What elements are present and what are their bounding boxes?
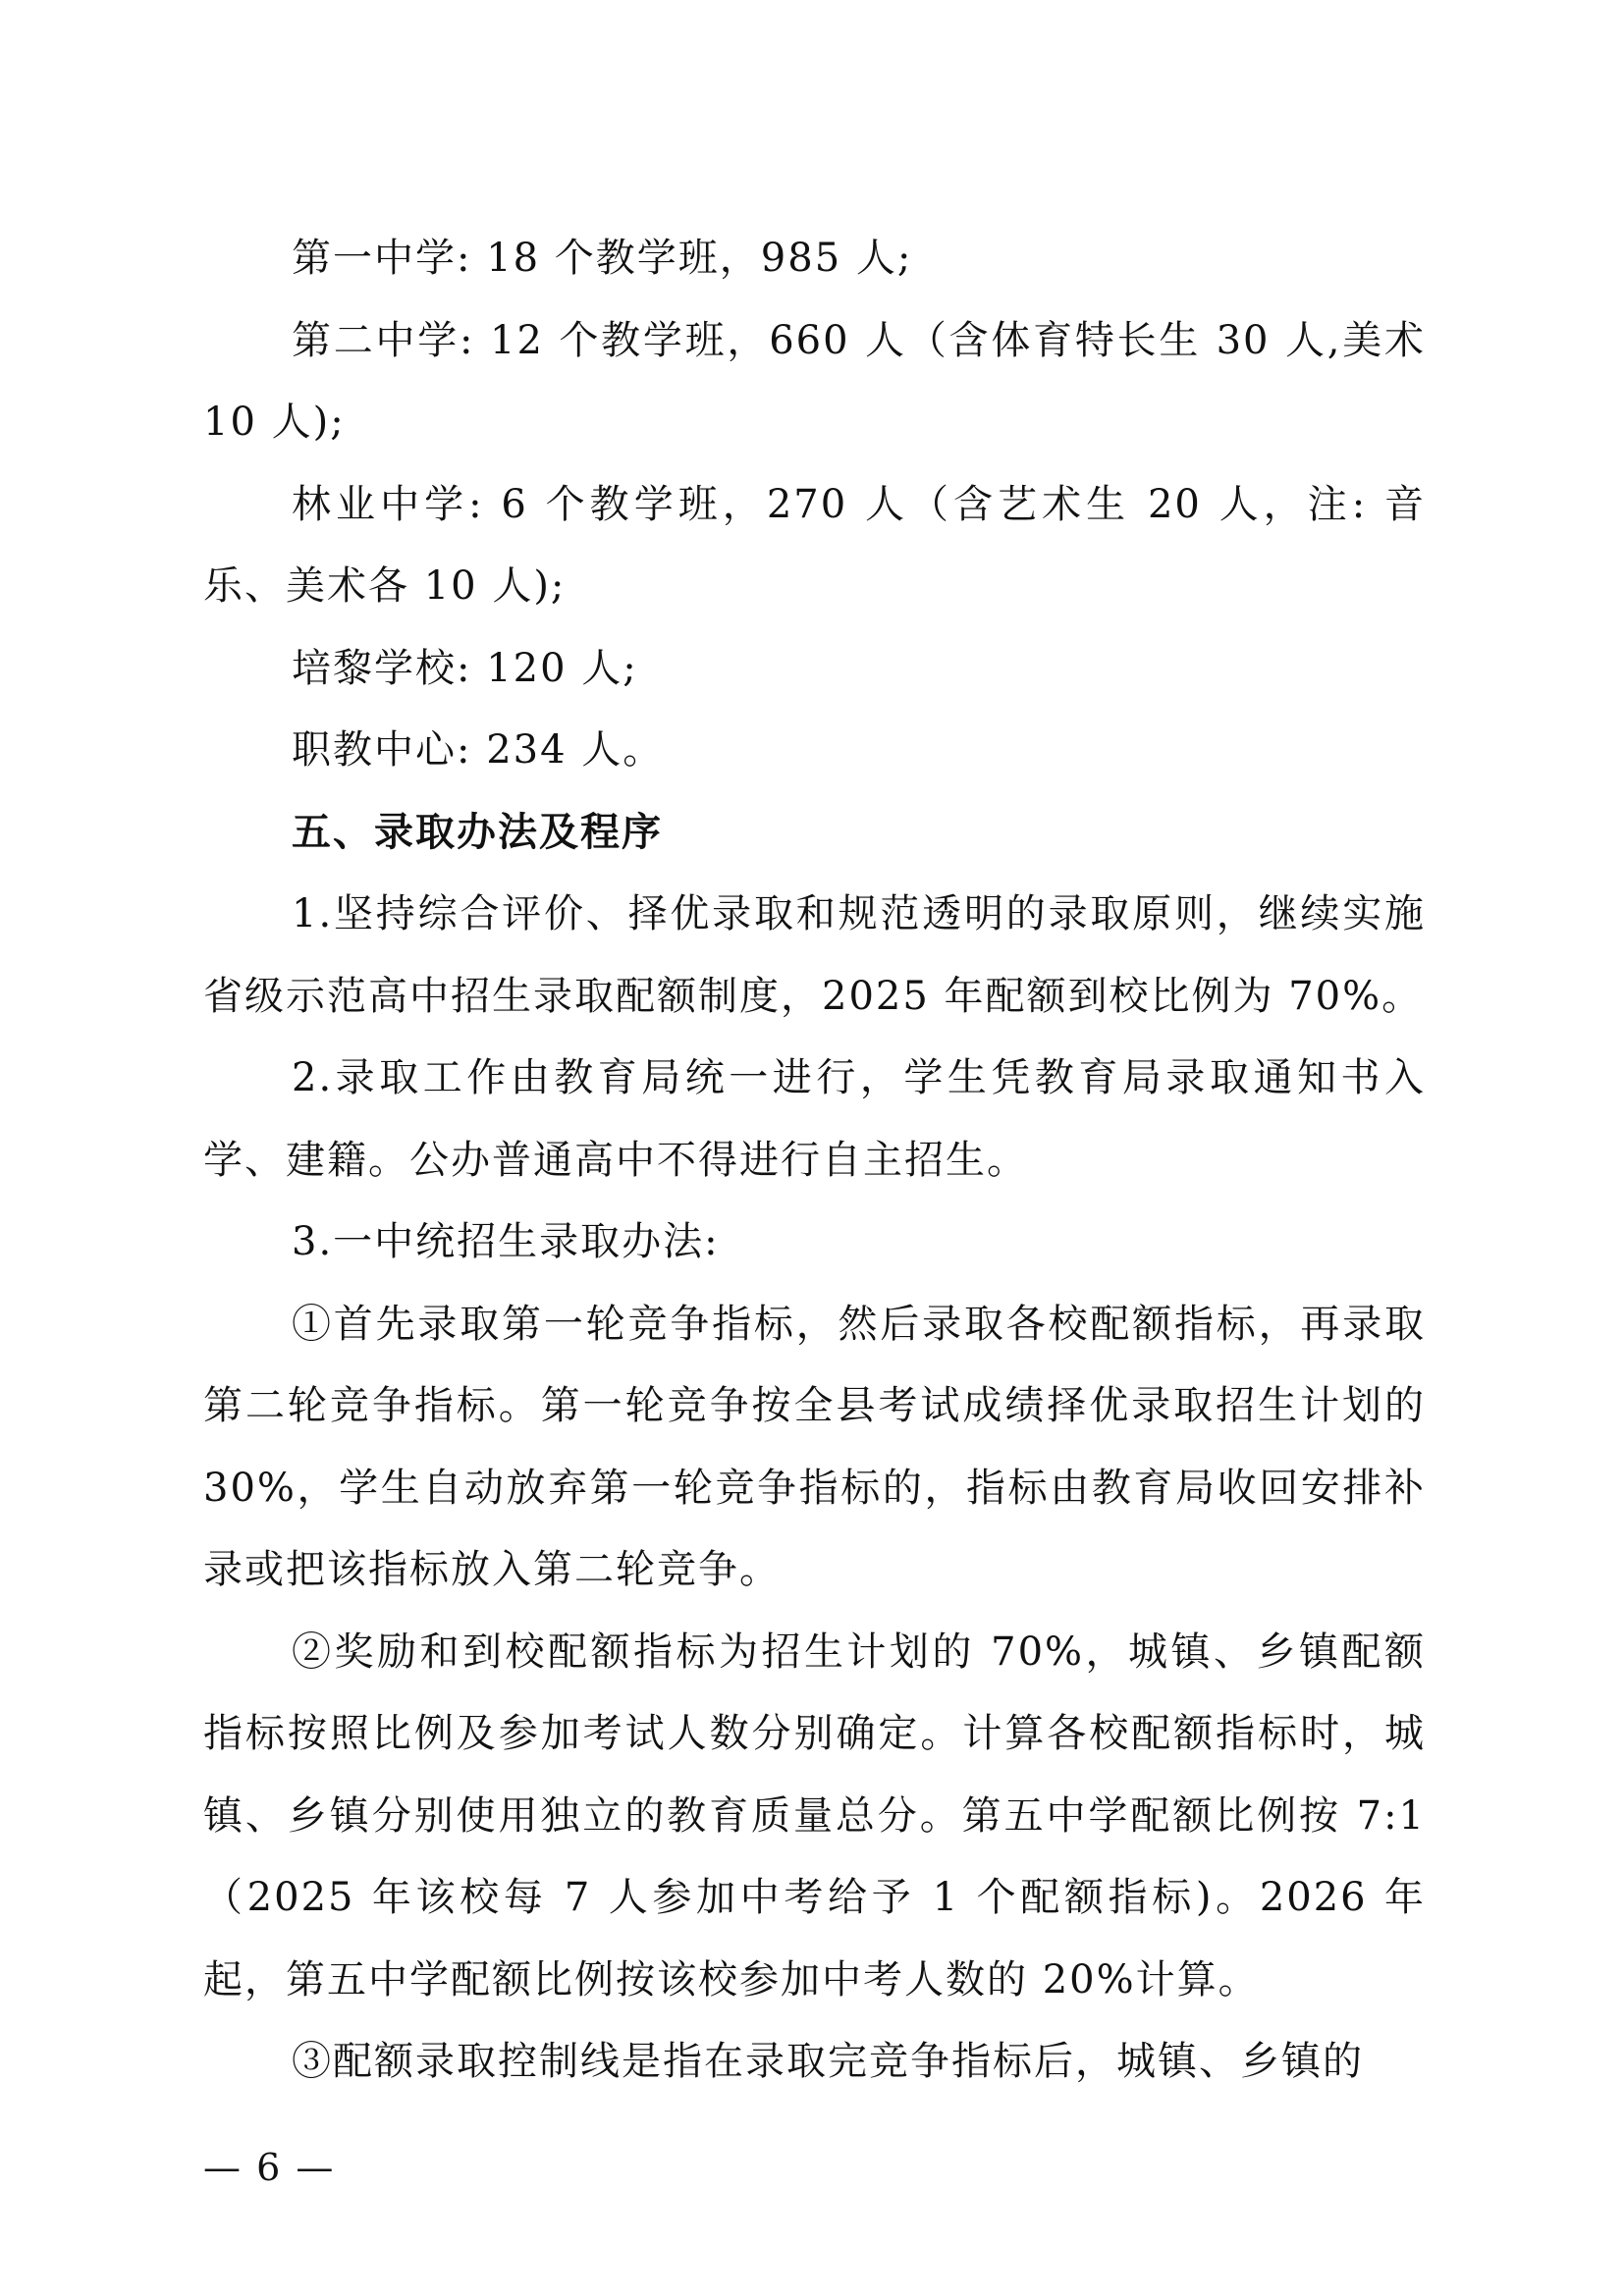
paragraph-school-5: 职教中心: 234 人。 xyxy=(292,727,665,773)
page-number: — 6 — xyxy=(203,2146,336,2189)
paragraph-school-1: 第一中学: 18 个教学班，985 人; xyxy=(292,236,913,281)
paragraph-school-4: 培黎学校: 120 人; xyxy=(292,645,638,691)
paragraph-subrule-1: ①首先录取第一轮竞争指标，然后录取各校配额指标，再录取第二轮竞争指标。第一轮竞争按全县考试成绩择优录取招生计划的 30%，学生自动放弃第一轮竞争指标的，指标由教育局收回安排补录或把该指标放入第二轮竞争。 xyxy=(203,1301,1426,1592)
paragraph-subrule-2: ②奖励和到校配额指标为招生计划的 70%，城镇、乡镇配额指标按照比例及参加考试人数分别确定。计算各校配额指标时，城镇、乡镇分别使用独立的教育质量总分。第五中学配额比例按 7:1（2025 年该校每 7 人参加中考给予 1 个配额指标)。2026 年起，第五中学配额比例按该校参加中考人数的 20%计算。 xyxy=(203,1629,1426,2002)
paragraph-rule-3: 3.一中统招生录取办法: xyxy=(292,1219,720,1264)
paragraph-school-3: 林业中学: 6 个教学班，270 人（含艺术生 20 人，注: 音乐、美术各 10 人); xyxy=(203,481,1426,609)
paragraph-rule-2: 2.录取工作由教育局统一进行，学生凭教育局录取通知书入学、建籍。公办普通高中不得进行自主招生。 xyxy=(203,1055,1426,1183)
document-body xyxy=(203,218,1426,2104)
paragraph-rule-1: 1.坚持综合评价、择优录取和规范透明的录取原则，继续实施省级示范高中招生录取配额制度，2025 年配额到校比例为 70%。 xyxy=(203,891,1426,1019)
paragraph-school-2: 第二中学: 12 个教学班，660 人（含体育特长生 30 人,美术 10 人); xyxy=(203,317,1426,445)
paragraph-subrule-3: ③配额录取控制线是指在录取完竞争指标后，城镇、乡镇的 xyxy=(292,2039,1364,2084)
section-heading: 五、录取办法及程序 xyxy=(292,809,663,855)
